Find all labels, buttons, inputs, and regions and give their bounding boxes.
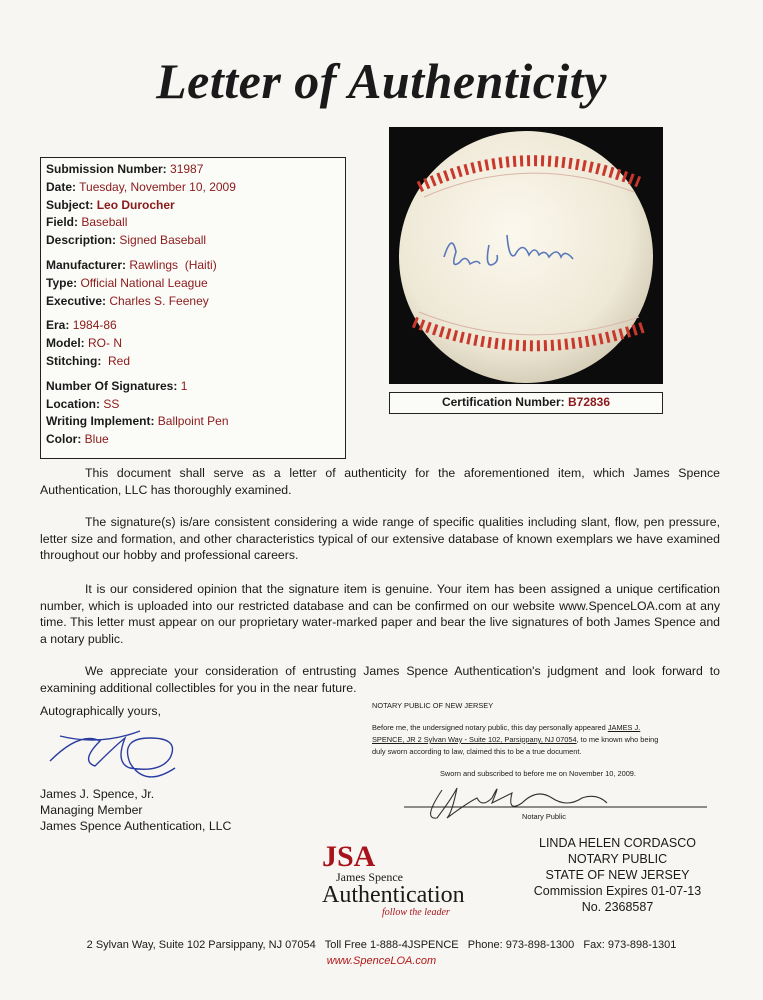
stitching-row <box>46 353 340 371</box>
value: Rawlings (Haiti) <box>129 257 217 272</box>
location-row <box>46 396 340 414</box>
notary-title: NOTARY PUBLIC <box>567 852 668 866</box>
label: Date: <box>46 179 77 194</box>
label: Writing Implement: <box>46 414 155 429</box>
logo-line2: Authentication <box>322 882 465 908</box>
value: Red <box>108 353 131 368</box>
value: Signed Baseball <box>119 233 207 248</box>
executive-row <box>46 293 340 311</box>
statement-text: , to me known who being duly sworn according to law, claimed this to be a true document. <box>372 735 659 756</box>
era-row <box>46 317 340 335</box>
notary-number: No. 2368587 <box>581 900 654 914</box>
certification-label: Certification Number: <box>441 395 565 409</box>
label: Stitching: <box>46 353 102 368</box>
footer-website-link[interactable]: www.SpenceLOA.com <box>326 955 437 967</box>
subject-row <box>46 197 340 215</box>
value: Charles S. Feeney <box>109 293 209 308</box>
value: 1984-86 <box>72 318 117 333</box>
paragraph-1: This document shall serve as a letter of authenticity for the aforementioned item, which James Spence Authentication, LLC has thoroughly examined. <box>40 466 720 497</box>
num-signatures-row <box>46 378 340 396</box>
logo-tagline: follow the leader <box>382 907 450 918</box>
notary-stamp <box>510 835 725 915</box>
description-row <box>46 232 340 250</box>
signer-name: James J. Spence, Jr. <box>40 787 155 801</box>
notary-state: STATE OF NEW JERSEY <box>545 868 690 882</box>
paragraph-4: We appreciate your consideration of entrusting James Spence Authentication's judgment and look forward to examining additional collectibles for you in the near future. <box>40 664 720 695</box>
value: SS <box>103 396 120 411</box>
page-title: Letter of Authenticity <box>156 53 607 109</box>
value: Leo Durocher <box>96 197 175 212</box>
jsa-logo <box>322 840 482 918</box>
value: RO- N <box>88 336 123 351</box>
value: 1 <box>180 378 188 393</box>
james-spence-signature <box>40 721 200 786</box>
footer-tollfree: Toll Free 1-888-4JSPENCE <box>324 939 459 951</box>
item-details-box <box>40 157 346 459</box>
baseball-photo <box>389 127 663 384</box>
certification-number-box <box>389 392 663 414</box>
paragraph-3: It is our considered opinion that the signature item is genuine. Your item has been assigned a unique certification number, which is uploaded into our restricted database and can be confirmed on our website www.SpenceLOA.com at any time. This letter must appear on our proprietary water-marked paper and bear the live signatures of both James Spence and a notary public. <box>40 582 720 646</box>
salutation: Autographically yours, <box>40 704 161 718</box>
value: Tuesday, November 10, 2009 <box>79 179 236 194</box>
value: Baseball <box>81 215 128 230</box>
writing-implement-row <box>46 413 340 431</box>
footer-phone: Phone: 973-898-1300 <box>467 939 575 951</box>
notary-name: LINDA HELEN CORDASCO <box>539 836 696 850</box>
logo-jsa: JSA <box>322 840 376 873</box>
notary-heading: NOTARY PUBLIC OF NEW JERSEY <box>372 701 494 710</box>
value: 31987 <box>170 162 204 176</box>
label: Description: <box>46 233 117 248</box>
notary-commission: Commission Expires 01-07-13 <box>533 884 702 898</box>
value: Ballpoint Pen <box>157 414 229 429</box>
notary-statement <box>372 722 672 758</box>
label: Era: <box>46 318 70 333</box>
notary-section <box>372 700 672 823</box>
signer-company: James Spence Authentication, LLC <box>40 819 232 833</box>
label: Executive: <box>46 293 107 308</box>
footer-fax: Fax: 973-898-1301 <box>583 939 677 951</box>
logo-line1: James Spence <box>336 870 403 884</box>
type-row <box>46 275 340 293</box>
label: Subject: <box>46 197 94 212</box>
label: Model: <box>46 336 85 351</box>
paragraph-2: The signature(s) is/are consistent considering a wide range of specific qualities including slant, flow, pen pressure, letter size and formation, and other characteristics typical of our extensive database of known exemplars we have examined throughout our hobby and professional careers. <box>40 515 720 563</box>
label: Number Of Signatures: <box>46 378 178 393</box>
value: Official National League <box>80 275 208 290</box>
label: Field: <box>46 215 78 230</box>
footer-address: 2 Sylvan Way, Suite 102 Parsippany, NJ 07054 <box>86 939 316 951</box>
closing-block <box>40 703 231 834</box>
sworn-date: Sworn and subscribed to before me on November 10, 2009. <box>440 769 636 778</box>
appeared-party: JAMES J. SPENCE, JR 2 Sylvan Way - Suite 102, Parsippany, NJ 07054 <box>372 723 641 744</box>
label: Location: <box>46 396 100 411</box>
certification-number: B72836 <box>567 395 611 409</box>
color-row <box>46 431 340 449</box>
submission-number-row <box>46 161 340 179</box>
manufacturer-row <box>46 257 340 275</box>
notary-line-label: Notary Public <box>522 812 566 821</box>
signer-role: Managing Member <box>40 803 143 817</box>
label: Type: <box>46 275 78 290</box>
statement-text: Before me, the undersigned notary public, this day personally appeared <box>372 723 608 732</box>
label: Submission Number: <box>46 162 167 176</box>
field-row <box>46 214 340 232</box>
model-row <box>46 335 340 353</box>
value: Blue <box>84 432 109 447</box>
signed-baseball-image <box>389 127 663 384</box>
footer <box>0 937 763 969</box>
date-row <box>46 179 340 197</box>
label: Manufacturer: <box>46 257 127 272</box>
label: Color: <box>46 432 82 447</box>
